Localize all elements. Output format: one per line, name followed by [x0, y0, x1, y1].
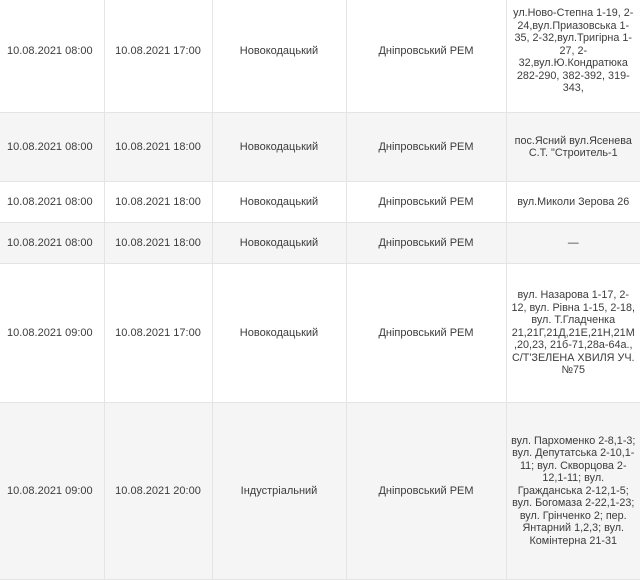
district-cell: Новокодацький: [212, 0, 346, 113]
start-time-cell: 10.08.2021 09:00: [0, 403, 104, 580]
start-time-cell: 10.08.2021 09:00: [0, 264, 104, 403]
rem-cell: Дніпровський РЕМ: [346, 403, 506, 580]
end-time-cell: 10.08.2021 18:00: [104, 223, 212, 264]
rem-cell: Дніпровський РЕМ: [346, 223, 506, 264]
table-row: [0, 264, 640, 403]
address-cell: вул. Назарова 1-17, 2-12, вул. Рівна 1-15, 2-18, вул. Т.Гладченка 21,21Г,21Д,21Е,21Н,21М,20,23, 21б-71,28а-64а., С/Т'ЗЕЛЕНА ХВИЛЯ УЧ. №75: [506, 264, 640, 403]
address-cell: вул. Пархоменко 2-8,1-3; вул. Депутатська 2-10,1-11; вул. Скворцова 2-12,1-11; вул. Гражданська 2-12,1-5; вул. Богомаза 2-22,1-23; вул. Грінченко 2; пер. Янтарний 1,2,3; вул. Комінтерна 21-31: [506, 403, 640, 580]
table-row: [0, 403, 640, 580]
rem-cell: Дніпровський РЕМ: [346, 113, 506, 182]
district-cell: Індустріальний: [212, 403, 346, 580]
district-cell: Новокодацький: [212, 223, 346, 264]
table-row: [0, 182, 640, 223]
start-time-cell: 10.08.2021 08:00: [0, 0, 104, 113]
table-row: [0, 223, 640, 264]
address-cell: —: [506, 223, 640, 264]
rem-cell: Дніпровський РЕМ: [346, 0, 506, 113]
district-cell: Новокодацький: [212, 113, 346, 182]
address-cell: пос.Ясний вул.Ясенева С.Т. "Строитель-1: [506, 113, 640, 182]
district-cell: Новокодацький: [212, 182, 346, 223]
start-time-cell: 10.08.2021 08:00: [0, 113, 104, 182]
end-time-cell: 10.08.2021 20:00: [104, 403, 212, 580]
end-time-cell: 10.08.2021 18:00: [104, 182, 212, 223]
end-time-cell: 10.08.2021 18:00: [104, 113, 212, 182]
end-time-cell: 10.08.2021 17:00: [104, 264, 212, 403]
address-cell: ул.Ново-Степна 1-19, 2-24,вул.Приазовська 1-35, 2-32,вул.Тригірна 1-27, 2-32,вул.Ю.Кондратюка 282-290, 382-392, 319-343,: [506, 0, 640, 113]
table-row: [0, 113, 640, 182]
rem-cell: Дніпровський РЕМ: [346, 264, 506, 403]
district-cell: Новокодацький: [212, 264, 346, 403]
table-row: [0, 0, 640, 113]
start-time-cell: 10.08.2021 08:00: [0, 223, 104, 264]
rem-cell: Дніпровський РЕМ: [346, 182, 506, 223]
end-time-cell: 10.08.2021 17:00: [104, 0, 212, 113]
start-time-cell: 10.08.2021 08:00: [0, 182, 104, 223]
address-cell: вул.Миколи Зерова 26: [506, 182, 640, 223]
